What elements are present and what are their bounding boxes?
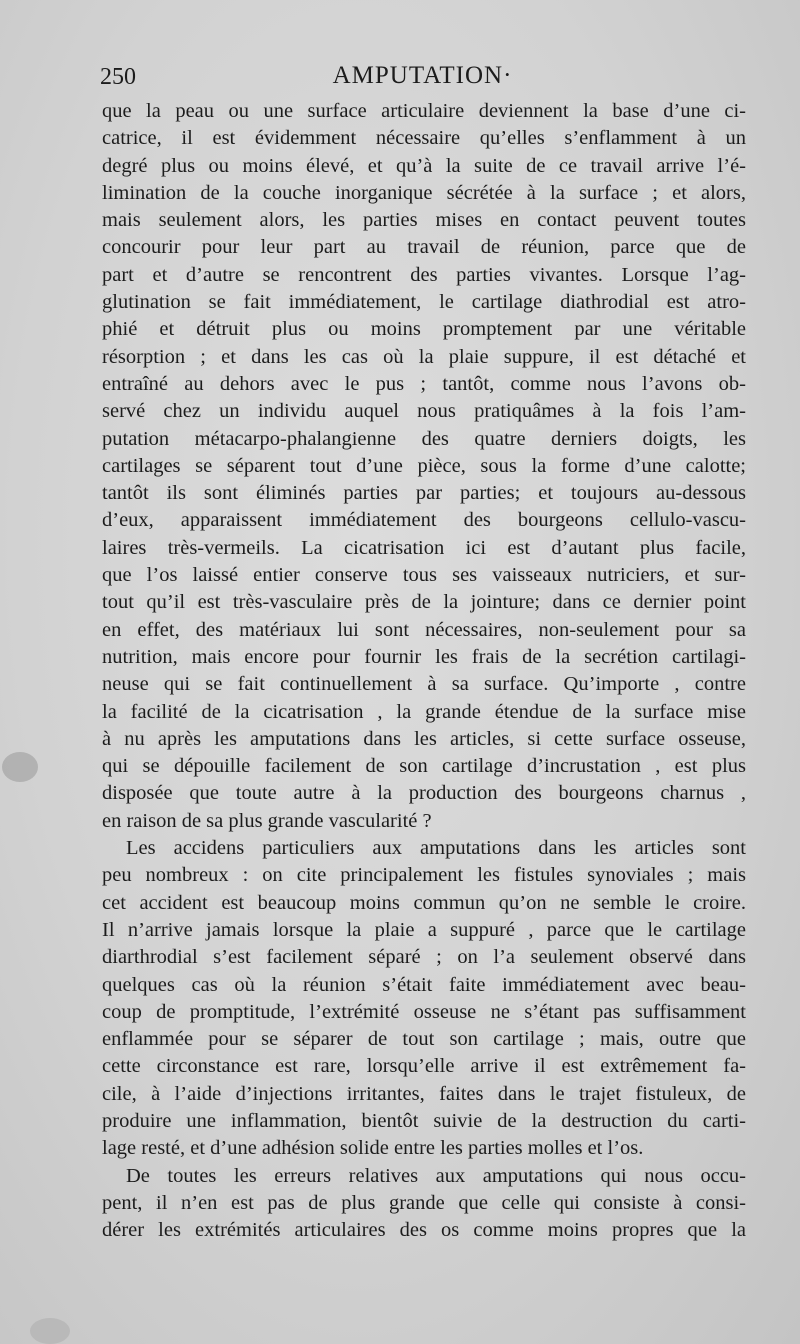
text-line: phié et détruit plus ou moins promptement par une véritable — [102, 318, 746, 341]
text-line: degré plus ou moins élevé, et qu’à la suite de ce travail arrive l’é- — [102, 154, 746, 177]
text-line: servé chez un individu auquel nous pratiquâmes à la fois l’am- — [102, 400, 746, 423]
text-line: en raison de sa plus grande vascularité ? — [102, 809, 432, 832]
text-line: part et d’autre se rencontrent des parties vivantes. Lorsque l’ag- — [102, 263, 746, 286]
text-line: résorption ; et dans les cas où la plaie suppure, il est détaché et — [102, 345, 746, 368]
text-line: quelques cas où la réunion s’était faite immédiatement avec beau- — [102, 973, 746, 996]
text-line: que la peau ou une surface articulaire deviennent la base d’une ci- — [102, 100, 746, 122]
text-line: d’eux, apparaissent immédiatement des bourgeons cellulo-vascu- — [102, 509, 746, 532]
text-line: diarthrodial s’est facilement séparé ; on l’a seulement observé dans — [102, 946, 746, 969]
text-line: cet accident est beaucoup moins commun qu’on ne semble le croire. — [102, 891, 746, 914]
text-line: coup de promptitude, l’extrémité osseuse ne s’étant pas suffisamment — [102, 1000, 746, 1023]
text-line: enflammée pour se séparer de tout son cartilage ; mais, outre que — [102, 1028, 746, 1051]
page-header — [100, 62, 745, 96]
text-line: laires très-vermeils. La cicatrisation ici est d’autant plus facile, — [102, 536, 746, 559]
text-line: la facilité de la cicatrisation , la grande étendue de la surface mise — [102, 700, 746, 723]
running-title: AMPUTATION· — [332, 62, 513, 89]
text-line: en effet, des matériaux lui sont nécessaires, non-seulement pour sa — [102, 618, 746, 641]
paragraph — [102, 98, 746, 835]
text-line: pent, il n’en est pas de plus grande que celle qui consiste à consi- — [102, 1191, 746, 1214]
text-line: putation métacarpo-phalangienne des quatre derniers doigts, les — [102, 427, 746, 450]
text-line: Les accidens particuliers aux amputations dans les articles sont — [126, 837, 746, 860]
text-line: entraîné au dehors avec le pus ; tantôt, comme nous l’avons ob- — [102, 372, 746, 395]
paper-stain — [30, 1318, 70, 1344]
text-line: tantôt ils sont éliminés parties par parties; et toujours au-dessous — [102, 482, 746, 505]
text-line: que l’os laissé entier conserve tous ses vaisseaux nutriciers, et sur- — [102, 564, 746, 587]
paper-stain — [2, 752, 38, 782]
text-line: concourir pour leur part au travail de réunion, parce que de — [102, 236, 746, 259]
text-line: limination de la couche inorganique sécrétée à la surface ; et alors, — [102, 181, 746, 204]
text-line: produire une inflammation, bientôt suivie de la destruction du carti- — [102, 1109, 746, 1132]
body-text — [102, 98, 746, 1244]
paragraph — [102, 835, 746, 1163]
text-line: cile, à l’aide d’injections irritantes, faites dans le trajet fistuleux, de — [102, 1082, 746, 1105]
text-line: peu nombreux : on cite principalement les fistules synoviales ; mais — [102, 864, 746, 887]
text-line: lage resté, et d’une adhésion solide entre les parties molles et l’os. — [102, 1137, 644, 1160]
text-line: mais seulement alors, les parties mises en contact peuvent toutes — [102, 209, 746, 232]
text-line: qui se dépouille facilement de son cartilage d’incrustation , est plus — [102, 755, 746, 778]
page-number: 250 — [100, 64, 136, 90]
text-line: dérer les extrémités articulaires des os comme moins propres que la — [102, 1219, 746, 1242]
text-line: disposée que toute autre à la production des bourgeons charnus , — [102, 782, 746, 805]
text-line: De toutes les erreurs relatives aux amputations qui nous occu- — [126, 1164, 746, 1187]
paragraph — [102, 1163, 746, 1245]
text-line: glutination se fait immédiatement, le cartilage diathrodial est atro- — [102, 291, 746, 314]
text-line: cartilages se séparent tout d’une pièce, sous la forme d’une calotte; — [102, 454, 746, 477]
text-line: neuse qui se fait continuellement à sa surface. Qu’importe , contre — [102, 673, 746, 696]
text-line: Il n’arrive jamais lorsque la plaie a suppuré , parce que le cartilage — [102, 918, 746, 941]
text-line: catrice, il est évidemment nécessaire qu’elles s’enflamment à un — [102, 127, 746, 150]
text-line: tout qu’il est très-vasculaire près de la jointure; dans ce dernier point — [102, 591, 746, 614]
text-line: à nu après les amputations dans les articles, si cette surface osseuse, — [102, 727, 746, 750]
text-line: cette circonstance est rare, lorsqu’elle arrive il est extrêmement fa- — [102, 1055, 746, 1078]
text-line: nutrition, mais encore pour fournir les frais de la secrétion cartilagi- — [102, 645, 746, 668]
